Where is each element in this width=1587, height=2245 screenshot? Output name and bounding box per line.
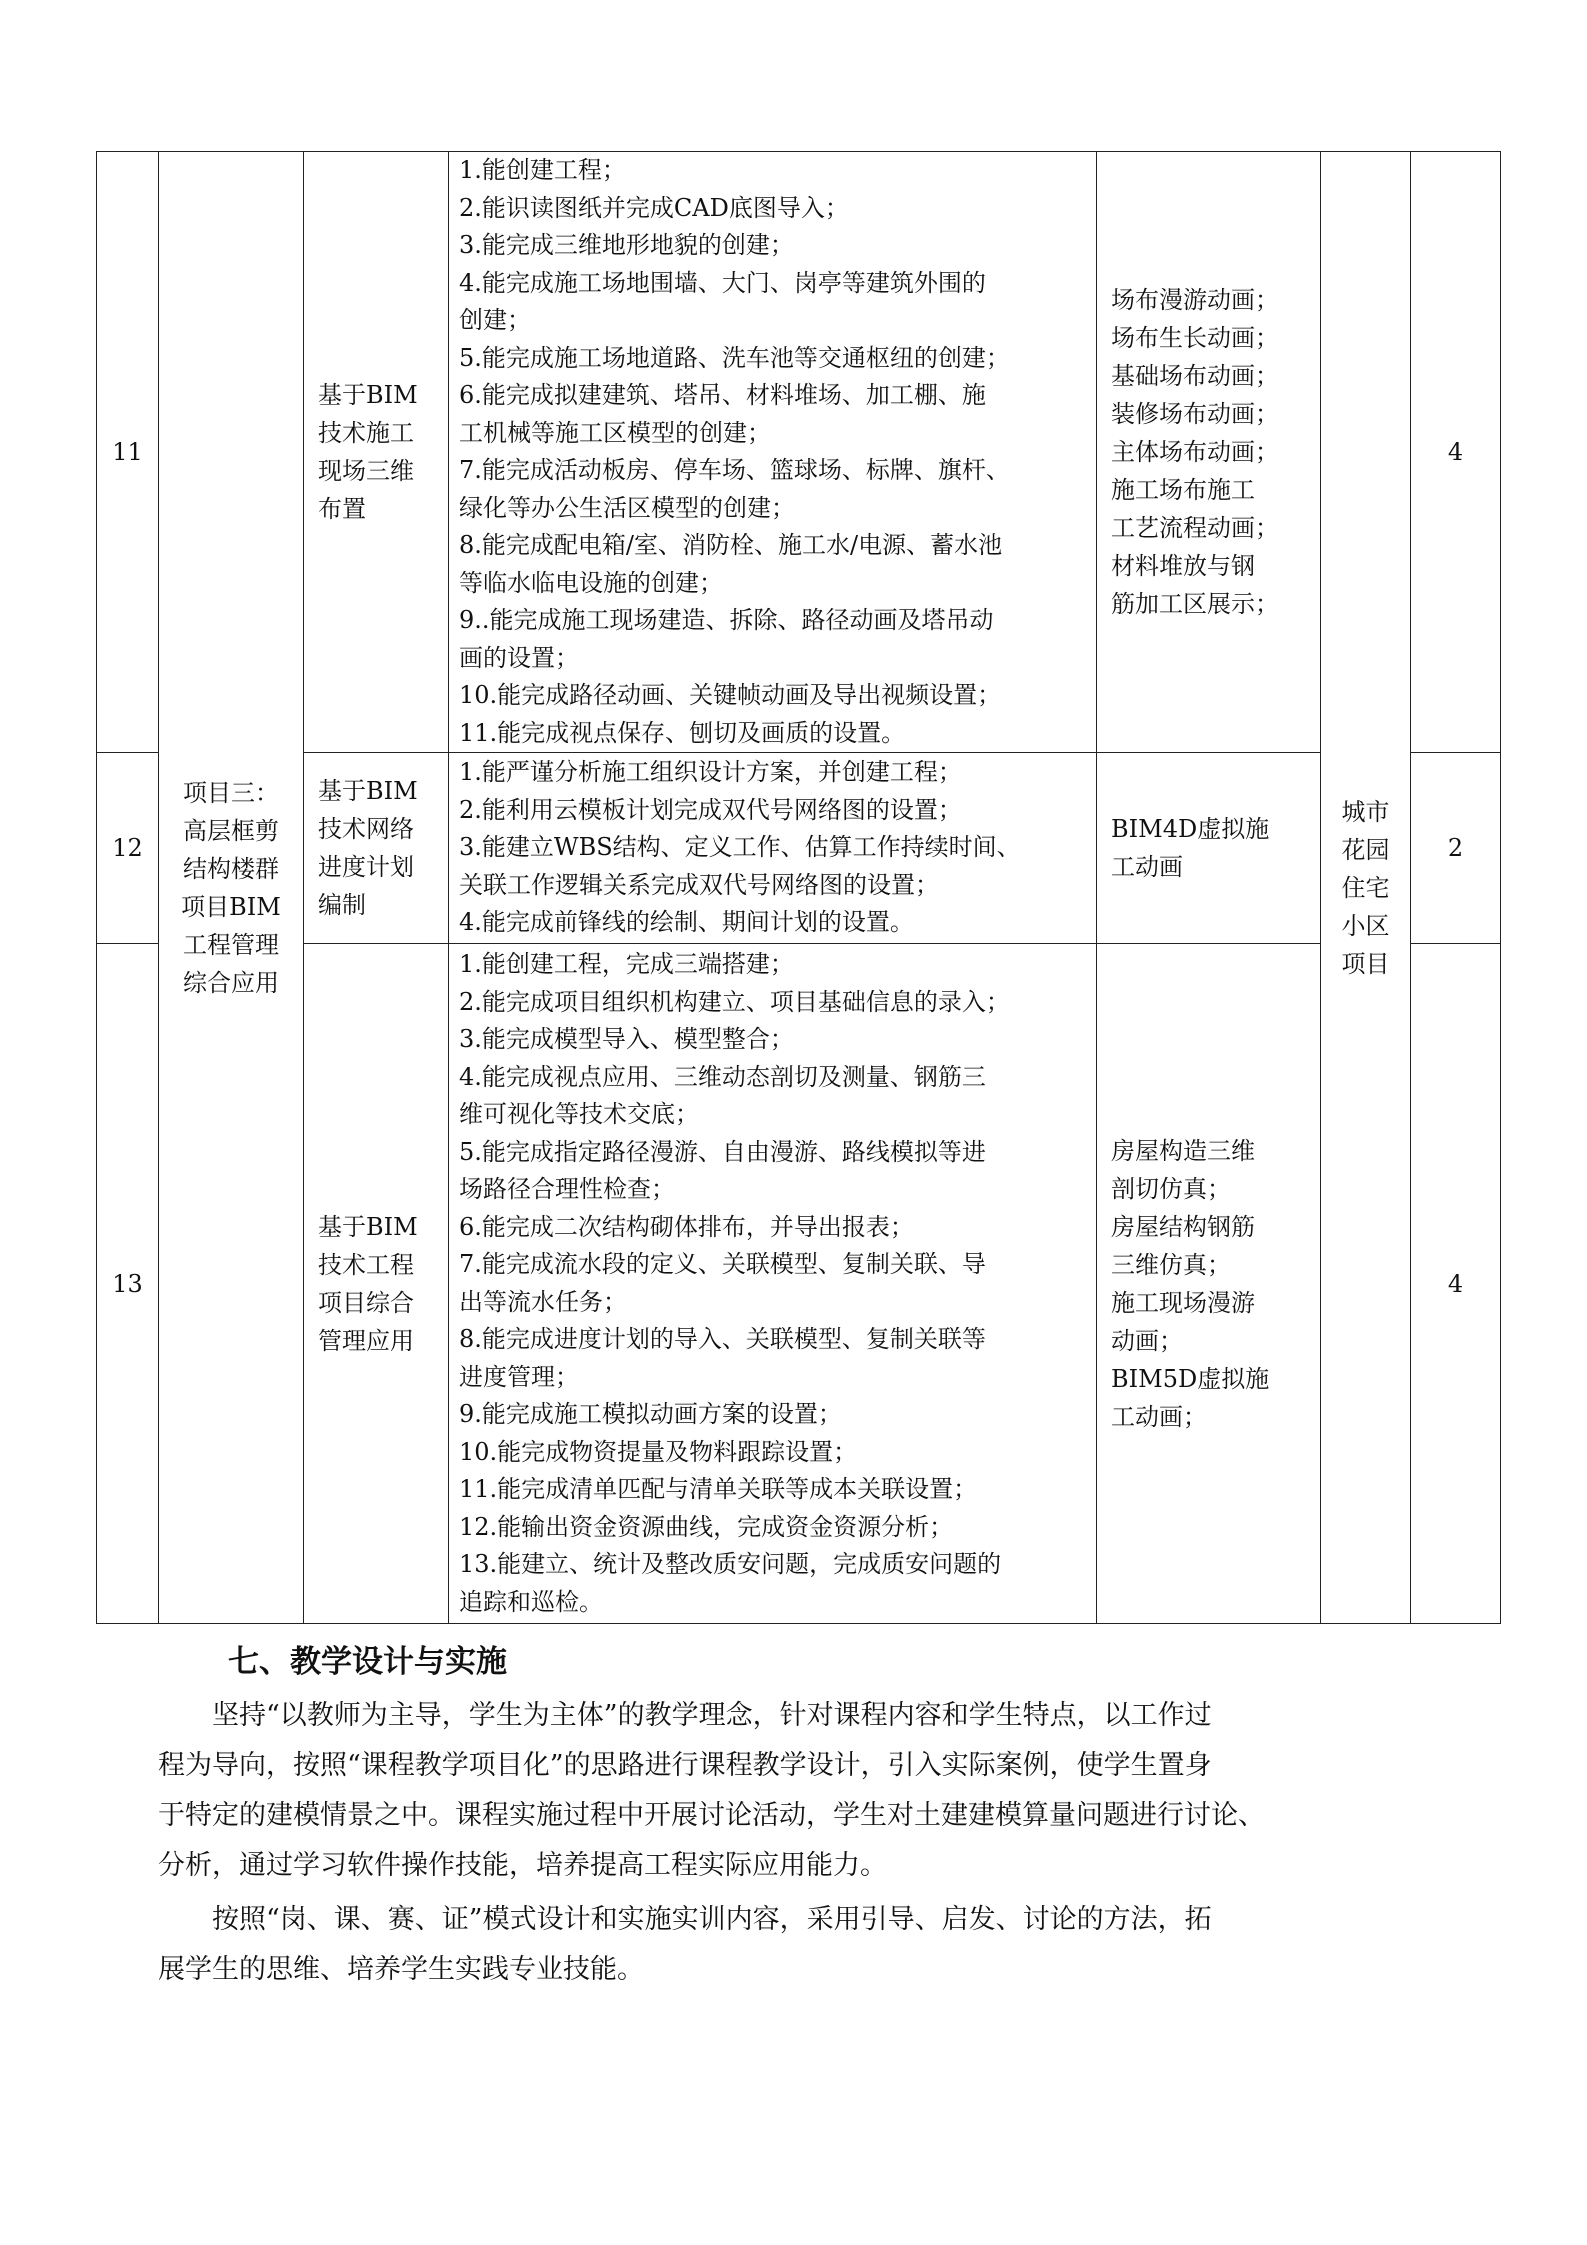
ability-item: 追踪和巡检。 xyxy=(459,1587,603,1616)
ability-item: 5.能完成施工场地道路、洗车池等交通枢纽的创建； xyxy=(459,343,1010,372)
resource-line: 剖切仿真； xyxy=(1111,1174,1231,1203)
ability-item: 2.能识读图纸并完成CAD底图导入； xyxy=(459,193,849,222)
resource-cell xyxy=(1097,152,1321,753)
resource-line: 动画； xyxy=(1111,1326,1183,1355)
table-row-11 xyxy=(97,152,1501,753)
ability-item: 9.能完成施工模拟动画方案的设置； xyxy=(459,1400,842,1428)
resource-line: 施工现场漫游 xyxy=(1111,1288,1255,1317)
ability-item: 1.能创建工程，完成三端搭建； xyxy=(459,950,794,978)
ability-item: 6.能完成拟建建筑、塔吊、材料堆场、加工棚、施 xyxy=(459,381,986,409)
ability-item: 5.能完成指定路径漫游、自由漫游、路线模拟等进 xyxy=(459,1137,986,1166)
resource-line: 房屋构造三维 xyxy=(1111,1136,1255,1165)
ability-cell xyxy=(449,152,1097,753)
ability-item: 场路径合理性检查； xyxy=(459,1175,675,1203)
ability-item: 等临水临电设施的创建； xyxy=(459,568,723,597)
ability-cell xyxy=(449,944,1097,1624)
resource-line: 房屋结构钢筋 xyxy=(1111,1212,1255,1241)
hours-cell: 4 xyxy=(1411,944,1501,1624)
case-project-line: 住宅 xyxy=(1341,873,1390,902)
task-name-line: 基于BIM xyxy=(318,1212,418,1241)
ability-item: 4.能完成施工场地围墙、大门、岗亭等建筑外围的 xyxy=(459,268,986,297)
ability-item: 2.能利用云模板计划完成双代号网络图的设置； xyxy=(459,795,962,824)
ability-item: 画的设置； xyxy=(459,643,579,672)
ability-item: 3.能建立WBS结构、定义工作、估算工作持续时间、 xyxy=(459,833,1021,862)
case-project-line: 项目 xyxy=(1341,949,1390,978)
paragraph-training-mode xyxy=(158,1895,1448,1995)
project-name-line: 结构楼群 xyxy=(183,854,279,883)
resource-line: 场布生长动画； xyxy=(1111,324,1279,352)
task-name-line: 基于BIM xyxy=(318,777,418,805)
ability-item: 4.能完成视点应用、三维动态剖切及测量、钢筋三 xyxy=(459,1062,986,1091)
resource-line: BIM5D虚拟施 xyxy=(1111,1364,1270,1393)
paragraph-line: 展学生的思维、培养学生实践专业技能。 xyxy=(158,1954,644,1985)
resource-line: 材料堆放与钢 xyxy=(1111,552,1255,580)
task-name-line: 管理应用 xyxy=(318,1326,414,1355)
hours-cell: 2 xyxy=(1411,753,1501,944)
course-content-table xyxy=(96,151,1501,1624)
row-number: 11 xyxy=(97,152,159,753)
resource-line: 筋加工区展示； xyxy=(1111,590,1279,618)
ability-item: 8.能完成进度计划的导入、关联模型、复制关联等 xyxy=(459,1325,986,1353)
case-project-line: 城市 xyxy=(1341,797,1390,826)
ability-item: 1.能严谨分析施工组织设计方案，并创建工程； xyxy=(459,758,962,787)
ability-item: 12.能输出资金资源曲线，完成资金资源分析； xyxy=(459,1512,954,1541)
ability-item: 7.能完成活动板房、停车场、篮球场、标牌、旗杆、 xyxy=(459,456,1010,484)
resource-cell xyxy=(1097,753,1321,944)
task-name-line: 技术施工 xyxy=(318,419,414,447)
resource-cell xyxy=(1097,944,1321,1624)
task-name-line: 编制 xyxy=(318,891,366,919)
resource-line: 装修场布动画； xyxy=(1111,400,1279,428)
row-number: 13 xyxy=(97,944,159,1624)
ability-item: 10.能完成物资提量及物料跟踪设置； xyxy=(459,1437,858,1466)
ability-item: 6.能完成二次结构砌体排布，并导出报表； xyxy=(459,1212,914,1241)
task-name-cell xyxy=(304,152,449,753)
project-name-line: 综合应用 xyxy=(183,968,279,997)
resource-line: BIM4D虚拟施 xyxy=(1111,815,1270,843)
paragraph-line: 于特定的建模情景之中。课程实施过程中开展讨论活动，学生对土建建模算量问题进行讨论、 xyxy=(158,1800,1265,1831)
ability-item: 11.能完成清单匹配与清单关联等成本关联设置； xyxy=(459,1475,978,1503)
paragraph-teaching-concept xyxy=(158,1691,1448,1891)
ability-item: 2.能完成项目组织机构建立、项目基础信息的录入； xyxy=(459,987,1010,1016)
paragraph-line: 程为导向，按照“课程教学项目化”的思路进行课程教学设计，引入实际案例，使学生置身 xyxy=(158,1750,1212,1781)
case-project-cell xyxy=(1321,152,1411,1624)
row-number: 12 xyxy=(97,753,159,944)
ability-item: 13.能建立、统计及整改质安问题，完成质安问题的 xyxy=(459,1550,1002,1578)
resource-line: 工动画； xyxy=(1111,1402,1207,1431)
ability-item: 10.能完成路径动画、关键帧动画及导出视频设置； xyxy=(459,681,1002,709)
ability-item: 关联工作逻辑关系完成双代号网络图的设置； xyxy=(459,870,939,899)
ability-item: 出等流水任务； xyxy=(459,1287,627,1316)
resource-line: 工动画 xyxy=(1111,853,1183,881)
paragraph-line: 分析，通过学习软件操作技能，培养提高工程实际应用能力。 xyxy=(158,1850,887,1881)
ability-item: 创建； xyxy=(459,306,531,334)
resource-line: 场布漫游动画； xyxy=(1111,286,1279,314)
resource-line: 施工场布施工 xyxy=(1111,476,1255,504)
task-name-line: 进度计划 xyxy=(318,853,414,881)
ability-item: 1.能创建工程； xyxy=(459,156,626,184)
ability-item: 工机械等施工区模型的创建； xyxy=(459,418,771,447)
project-name-line: 项目三： xyxy=(183,778,279,807)
ability-item: 11.能完成视点保存、刨切及画质的设置。 xyxy=(459,718,906,747)
paragraph-line: 坚持“以教师为主导，学生为主体”的教学理念，针对课程内容和学生特点，以工作过 xyxy=(212,1700,1212,1731)
project-name-line: 项目BIM xyxy=(181,892,281,921)
ability-item: 4.能完成前锋线的绘制、期间计划的设置。 xyxy=(459,908,914,937)
ability-item: 绿化等办公生活区模型的创建； xyxy=(459,493,795,522)
resource-line: 基础场布动画； xyxy=(1111,362,1279,390)
task-name-line: 现场三维 xyxy=(318,457,414,485)
task-name-cell xyxy=(304,753,449,944)
hours-cell: 4 xyxy=(1411,152,1501,753)
task-name-line: 布置 xyxy=(318,495,366,523)
task-name-cell xyxy=(304,944,449,1624)
table-row-13 xyxy=(97,944,1501,1624)
case-project-line: 小区 xyxy=(1341,911,1390,940)
project-name-line: 高层框剪 xyxy=(183,816,279,845)
ability-item: 3.能完成三维地形地貌的创建； xyxy=(459,231,794,259)
case-project-line: 花园 xyxy=(1341,835,1390,864)
table-row-12 xyxy=(97,753,1501,944)
section-heading: 七、教学设计与实施 xyxy=(228,1644,507,1680)
resource-line: 工艺流程动画； xyxy=(1111,514,1279,542)
project-name-cell xyxy=(159,152,304,1624)
ability-item: 7.能完成流水段的定义、关联模型、复制关联、导 xyxy=(459,1250,986,1278)
resource-line: 三维仿真； xyxy=(1111,1250,1231,1279)
ability-item: 9..能完成施工现场建造、拆除、路径动画及塔吊动 xyxy=(459,606,994,634)
ability-cell xyxy=(449,753,1097,944)
ability-item: 8.能完成配电箱/室、消防栓、施工水/电源、蓄水池 xyxy=(459,531,1003,559)
task-name-line: 技术网络 xyxy=(318,815,414,843)
resource-line: 主体场布动画； xyxy=(1111,438,1279,466)
ability-item: 维可视化等技术交底； xyxy=(459,1100,699,1128)
task-name-line: 项目综合 xyxy=(318,1288,414,1317)
project-name-line: 工程管理 xyxy=(183,930,279,959)
task-name-line: 基于BIM xyxy=(318,381,418,409)
ability-item: 进度管理； xyxy=(459,1362,579,1391)
paragraph-line: 按照“岗、课、赛、证”模式设计和实施实训内容，采用引导、启发、讨论的方法，拓 xyxy=(212,1904,1212,1935)
task-name-line: 技术工程 xyxy=(318,1250,414,1279)
ability-item: 3.能完成模型导入、模型整合； xyxy=(459,1025,794,1053)
